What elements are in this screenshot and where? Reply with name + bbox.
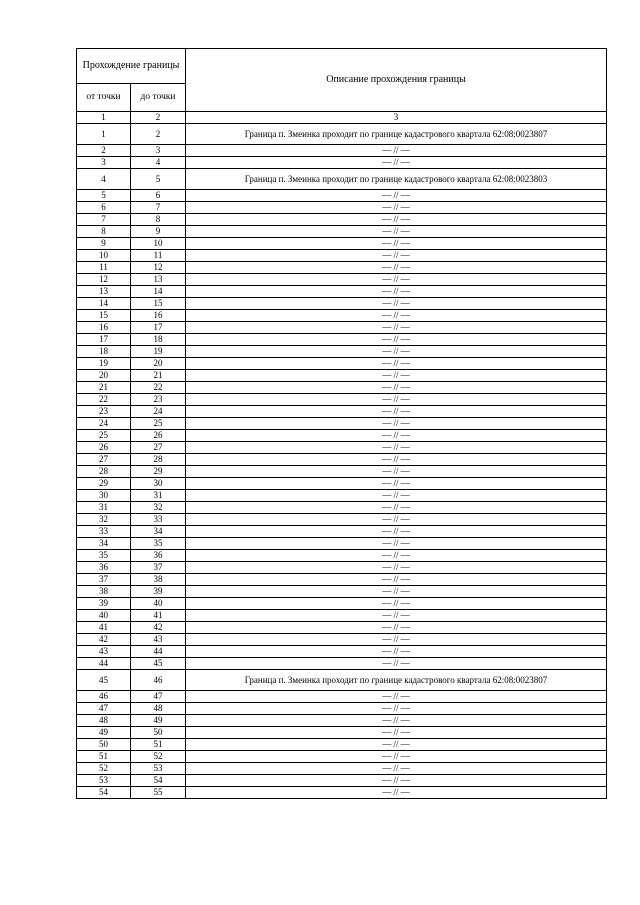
to-point-cell: 23 [131,394,186,406]
table-row [77,370,607,382]
from-point-cell: 24 [77,418,131,430]
table-row [77,574,607,586]
description-cell: — // — [186,502,607,514]
description-cell: — // — [186,214,607,226]
description-cell: — // — [186,322,607,334]
to-point-cell: 42 [131,622,186,634]
table-row [77,646,607,658]
table-row [77,751,607,763]
table-row [77,418,607,430]
to-point-cell: 53 [131,763,186,775]
table-row [77,634,607,646]
header-to-point: до точки [131,84,186,112]
from-point-cell: 45 [77,670,131,691]
from-point-cell: 54 [77,787,131,799]
table-row [77,124,607,145]
header-from-point: от точки [77,84,131,112]
from-point-cell: 14 [77,298,131,310]
boundary-table [76,48,607,799]
from-point-cell: 32 [77,514,131,526]
table-row [77,442,607,454]
to-point-cell: 9 [131,226,186,238]
description-cell: — // — [186,298,607,310]
from-point-cell: 25 [77,430,131,442]
description-cell: — // — [186,646,607,658]
from-point-cell: 19 [77,358,131,370]
to-point-cell: 33 [131,514,186,526]
to-point-cell: 25 [131,418,186,430]
from-point-cell: 46 [77,691,131,703]
table-row [77,598,607,610]
table-row [77,538,607,550]
to-point-cell: 3 [131,145,186,157]
description-cell: — // — [186,727,607,739]
to-point-cell: 54 [131,775,186,787]
from-point-cell: 31 [77,502,131,514]
column-number: 1 [77,112,131,124]
table-row [77,298,607,310]
table-row [77,238,607,250]
description-cell: — // — [186,610,607,622]
description-cell: — // — [186,418,607,430]
table-row [77,262,607,274]
from-point-cell: 38 [77,586,131,598]
from-point-cell: 1 [77,124,131,145]
description-cell: — // — [186,346,607,358]
table-row [77,562,607,574]
table-row [77,586,607,598]
to-point-cell: 48 [131,703,186,715]
table-row [77,703,607,715]
from-point-cell: 49 [77,727,131,739]
from-point-cell: 39 [77,598,131,610]
table-row [77,214,607,226]
table-row [77,157,607,169]
description-cell: — // — [186,466,607,478]
from-point-cell: 13 [77,286,131,298]
from-point-cell: 53 [77,775,131,787]
table-row [77,226,607,238]
table-row [77,658,607,670]
description-cell: — // — [186,274,607,286]
table-row [77,169,607,190]
description-cell: Граница п. Змеинка проходит по границе кадастрового квартала 62:08:0023807 [186,670,607,691]
description-cell: — // — [186,787,607,799]
from-point-cell: 11 [77,262,131,274]
from-point-cell: 26 [77,442,131,454]
table-row [77,274,607,286]
to-point-cell: 19 [131,346,186,358]
to-point-cell: 27 [131,442,186,454]
table-row [77,358,607,370]
table-row [77,610,607,622]
from-point-cell: 40 [77,610,131,622]
to-point-cell: 52 [131,751,186,763]
table-row [77,286,607,298]
to-point-cell: 30 [131,478,186,490]
table-row [77,787,607,799]
description-cell: — // — [186,202,607,214]
from-point-cell: 12 [77,274,131,286]
column-number: 3 [186,112,607,124]
table-row [77,514,607,526]
from-point-cell: 52 [77,763,131,775]
to-point-cell: 15 [131,298,186,310]
description-cell: — // — [186,574,607,586]
description-cell: — // — [186,562,607,574]
description-cell: — // — [186,238,607,250]
description-cell: — // — [186,250,607,262]
description-cell: — // — [186,145,607,157]
from-point-cell: 15 [77,310,131,322]
to-point-cell: 26 [131,430,186,442]
table-row [77,550,607,562]
to-point-cell: 28 [131,454,186,466]
description-cell: — // — [186,775,607,787]
to-point-cell: 4 [131,157,186,169]
table-row [77,691,607,703]
from-point-cell: 42 [77,634,131,646]
table-row [77,334,607,346]
column-number-row [77,112,607,124]
from-point-cell: 23 [77,406,131,418]
to-point-cell: 14 [131,286,186,298]
from-point-cell: 9 [77,238,131,250]
to-point-cell: 46 [131,670,186,691]
to-point-cell: 51 [131,739,186,751]
description-cell: — // — [186,262,607,274]
from-point-cell: 33 [77,526,131,538]
from-point-cell: 27 [77,454,131,466]
table-row [77,406,607,418]
to-point-cell: 55 [131,787,186,799]
to-point-cell: 47 [131,691,186,703]
table-row [77,727,607,739]
description-cell: — // — [186,514,607,526]
from-point-cell: 51 [77,751,131,763]
from-point-cell: 16 [77,322,131,334]
description-cell: — // — [186,394,607,406]
to-point-cell: 44 [131,646,186,658]
description-cell: — // — [186,703,607,715]
description-cell: — // — [186,586,607,598]
description-cell: Граница п. Змеинка проходит по границе кадастрового квартала 62:08:0023807 [186,124,607,145]
from-point-cell: 10 [77,250,131,262]
from-point-cell: 43 [77,646,131,658]
to-point-cell: 16 [131,310,186,322]
to-point-cell: 43 [131,634,186,646]
table-row [77,382,607,394]
from-point-cell: 6 [77,202,131,214]
to-point-cell: 7 [131,202,186,214]
to-point-cell: 5 [131,169,186,190]
from-point-cell: 34 [77,538,131,550]
description-cell: — // — [186,526,607,538]
table-row [77,490,607,502]
from-point-cell: 2 [77,145,131,157]
from-point-cell: 5 [77,190,131,202]
from-point-cell: 41 [77,622,131,634]
to-point-cell: 37 [131,562,186,574]
to-point-cell: 34 [131,526,186,538]
table-row [77,739,607,751]
table-row [77,526,607,538]
table-row [77,430,607,442]
table-row [77,715,607,727]
description-cell: — // — [186,490,607,502]
from-point-cell: 35 [77,550,131,562]
description-cell: — // — [186,226,607,238]
to-point-cell: 12 [131,262,186,274]
to-point-cell: 39 [131,586,186,598]
description-cell: — // — [186,286,607,298]
column-number: 2 [131,112,186,124]
table-body [77,49,607,799]
from-point-cell: 28 [77,466,131,478]
description-cell: — // — [186,691,607,703]
description-cell: — // — [186,310,607,322]
description-cell: — // — [186,634,607,646]
to-point-cell: 17 [131,322,186,334]
table-row [77,250,607,262]
from-point-cell: 20 [77,370,131,382]
table-row [77,454,607,466]
from-point-cell: 8 [77,226,131,238]
header-row-top [77,49,607,84]
from-point-cell: 17 [77,334,131,346]
description-cell: — // — [186,454,607,466]
to-point-cell: 31 [131,490,186,502]
to-point-cell: 32 [131,502,186,514]
description-cell: — // — [186,658,607,670]
to-point-cell: 21 [131,370,186,382]
table-row [77,763,607,775]
table-row [77,466,607,478]
description-cell: — // — [186,157,607,169]
description-cell: — // — [186,550,607,562]
from-point-cell: 47 [77,703,131,715]
description-cell: — // — [186,442,607,454]
to-point-cell: 35 [131,538,186,550]
table-row [77,502,607,514]
to-point-cell: 24 [131,406,186,418]
description-cell: — // — [186,334,607,346]
from-point-cell: 44 [77,658,131,670]
description-cell: — // — [186,598,607,610]
to-point-cell: 20 [131,358,186,370]
from-point-cell: 30 [77,490,131,502]
header-description: Описание прохождения границы [186,49,607,112]
to-point-cell: 40 [131,598,186,610]
table-row [77,478,607,490]
to-point-cell: 49 [131,715,186,727]
to-point-cell: 41 [131,610,186,622]
from-point-cell: 21 [77,382,131,394]
description-cell: — // — [186,622,607,634]
description-cell: — // — [186,751,607,763]
description-cell: — // — [186,406,607,418]
description-cell: — // — [186,739,607,751]
header-boundary-passage: Прохождение границы [77,49,186,84]
description-cell: — // — [186,763,607,775]
to-point-cell: 6 [131,190,186,202]
table-row [77,310,607,322]
description-cell: — // — [186,382,607,394]
to-point-cell: 13 [131,274,186,286]
description-cell: — // — [186,538,607,550]
table-row [77,346,607,358]
table-row [77,145,607,157]
to-point-cell: 10 [131,238,186,250]
description-cell: — // — [186,370,607,382]
to-point-cell: 45 [131,658,186,670]
to-point-cell: 11 [131,250,186,262]
table-row [77,670,607,691]
description-cell: — // — [186,190,607,202]
to-point-cell: 36 [131,550,186,562]
from-point-cell: 3 [77,157,131,169]
to-point-cell: 29 [131,466,186,478]
description-cell: — // — [186,430,607,442]
table-row [77,622,607,634]
from-point-cell: 29 [77,478,131,490]
from-point-cell: 4 [77,169,131,190]
description-cell: Граница п. Змеинка проходит по границе кадастрового квартала 62:08:0023803 [186,169,607,190]
to-point-cell: 38 [131,574,186,586]
from-point-cell: 7 [77,214,131,226]
to-point-cell: 8 [131,214,186,226]
from-point-cell: 22 [77,394,131,406]
from-point-cell: 18 [77,346,131,358]
description-cell: — // — [186,478,607,490]
description-cell: — // — [186,715,607,727]
table-row [77,202,607,214]
table-row [77,322,607,334]
description-cell: — // — [186,358,607,370]
from-point-cell: 48 [77,715,131,727]
from-point-cell: 37 [77,574,131,586]
to-point-cell: 50 [131,727,186,739]
table-row [77,775,607,787]
to-point-cell: 22 [131,382,186,394]
to-point-cell: 2 [131,124,186,145]
table-row [77,394,607,406]
from-point-cell: 36 [77,562,131,574]
from-point-cell: 50 [77,739,131,751]
to-point-cell: 18 [131,334,186,346]
table-row [77,190,607,202]
